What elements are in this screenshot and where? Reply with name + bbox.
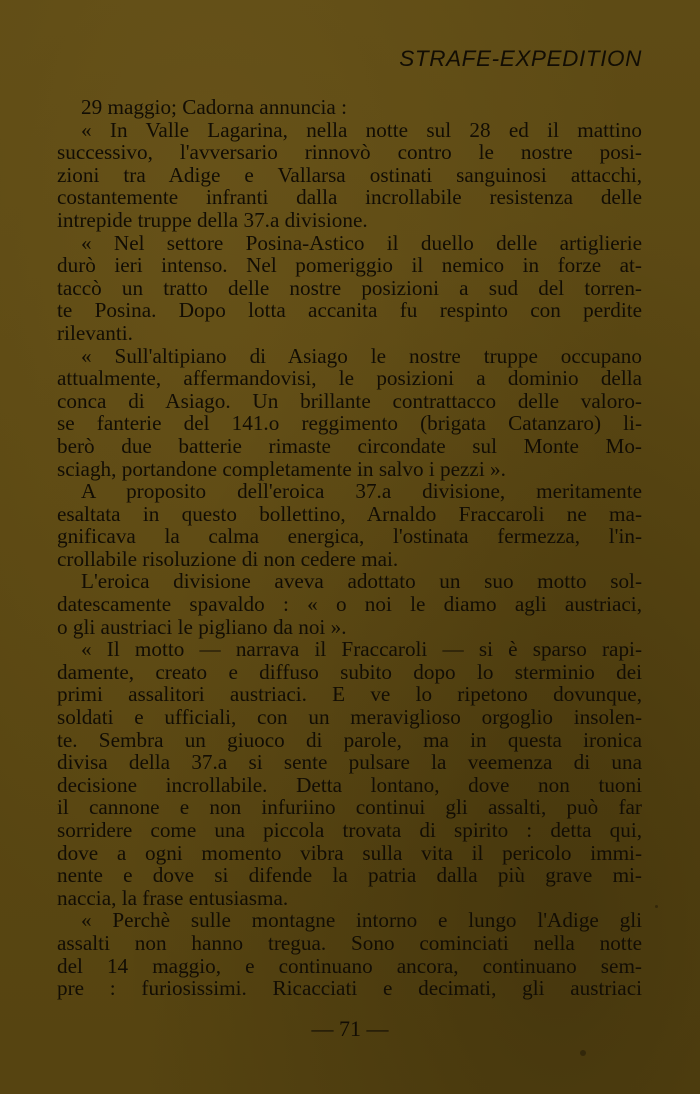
text-line: taccò un tratto delle nostre posizioni a sud del torren-	[57, 275, 642, 300]
text-line: crollabile risoluzione di non cedere mai.	[57, 546, 399, 571]
text-line: il cannone e non infuriino continui gli assalti, può far	[57, 795, 642, 820]
text-line: te Posina. Dopo lotta accanita fu respinto con perdite	[57, 298, 642, 323]
text-line: « Perchè sulle montagne intorno e lungo l'Adige gli	[81, 908, 642, 933]
text-line: se fanterie del 141.o reggimento (brigata Catanzaro) li-	[57, 411, 642, 436]
text-line: conca di Asiago. Un brillante contrattacco delle valoro-	[57, 388, 642, 413]
text-line: divisa della 37.a si sente pulsare la veemenza di una	[57, 750, 642, 775]
text-line: zioni tra Adige e Vallarsa ostinati sanguinosi attacchi,	[57, 162, 642, 187]
text-line: « Sull'altipiano di Asiago le nostre truppe occupano	[81, 343, 642, 368]
text-line: L'eroica divisione aveva adottato un suo motto sol-	[81, 569, 642, 594]
text-line: del 14 maggio, e continuano ancora, continuano sem-	[57, 953, 642, 978]
text-line: dove a ogni momento vibra sulla vita il pericolo immi-	[57, 840, 642, 865]
text-line: o gli austriaci le pigliano da noi ».	[57, 614, 347, 639]
text-line: « In Valle Lagarina, nella notte sul 28 ed il mattino	[81, 117, 642, 142]
text-line: esaltata in questo bollettino, Arnaldo Fraccaroli ne ma-	[57, 501, 642, 526]
text-line: te. Sembra un giuoco di parole, ma in questa ironica	[57, 727, 642, 752]
text-line: « Il motto — narrava il Fraccaroli — si è sparso rapi-	[81, 637, 642, 662]
text-line: A proposito dell'eroica 37.a divisione, meritamente	[81, 479, 642, 504]
text-line: naccia, la frase entusiasma.	[57, 885, 289, 910]
text-line: rilevanti.	[57, 320, 133, 345]
text-line: pre : furiosissimi. Ricacciati e decimati, gli austriaci	[57, 976, 642, 1001]
text-line: attualmente, affermandovisi, le posizioni a dominio della	[57, 366, 642, 391]
text-line: durò ieri intenso. Nel pomeriggio il nemico in forze at-	[57, 253, 642, 278]
text-line: gnificava la calma energica, l'ostinata fermezza, l'in-	[57, 524, 642, 549]
text-line: costantemente infranti dalla incrollabile resistenza delle	[57, 185, 642, 210]
text-line: primi assalitori austriaci. E ve lo ripetono dovunque,	[57, 682, 642, 707]
text-line: successivo, l'avversario rinnovò contro le nostre posi-	[57, 140, 642, 165]
text-line: assalti non hanno tregua. Sono cominciati nella notte	[57, 930, 642, 955]
text-line: nente e dove si difende la patria dalla più grave mi-	[57, 863, 642, 888]
paper-speck	[580, 1050, 586, 1056]
text-line: berò due batterie rimaste circondate sul Monte Mo-	[57, 433, 642, 458]
text-line: damente, creato e diffuso subito dopo lo sterminio dei	[57, 659, 642, 684]
text-line: 29 maggio; Cadorna annuncia :	[81, 95, 347, 119]
text-line: soldati e ufficiali, con un meraviglioso orgoglio insolen-	[57, 705, 642, 730]
text-line: datescamente spavaldo : « o noi le diamo agli austriaci,	[57, 592, 642, 617]
body-text	[57, 96, 642, 1000]
text-line: « Nel settore Posina-Astico il duello delle artiglierie	[81, 230, 642, 255]
page-number: — 71 —	[311, 1016, 389, 1041]
running-head: STRAFE-EXPEDITION	[399, 46, 642, 71]
text-line: decisione incrollabile. Detta lontano, dove non tuoni	[57, 772, 642, 797]
text-line: sorridere come una piccola trovata di spirito : detta qui,	[57, 818, 642, 842]
paper-speck	[655, 905, 658, 908]
text-line: sciagh, portandone completamente in salvo i pezzi ».	[57, 456, 506, 481]
text-line: intrepide truppe della 37.a divisione.	[57, 207, 368, 232]
